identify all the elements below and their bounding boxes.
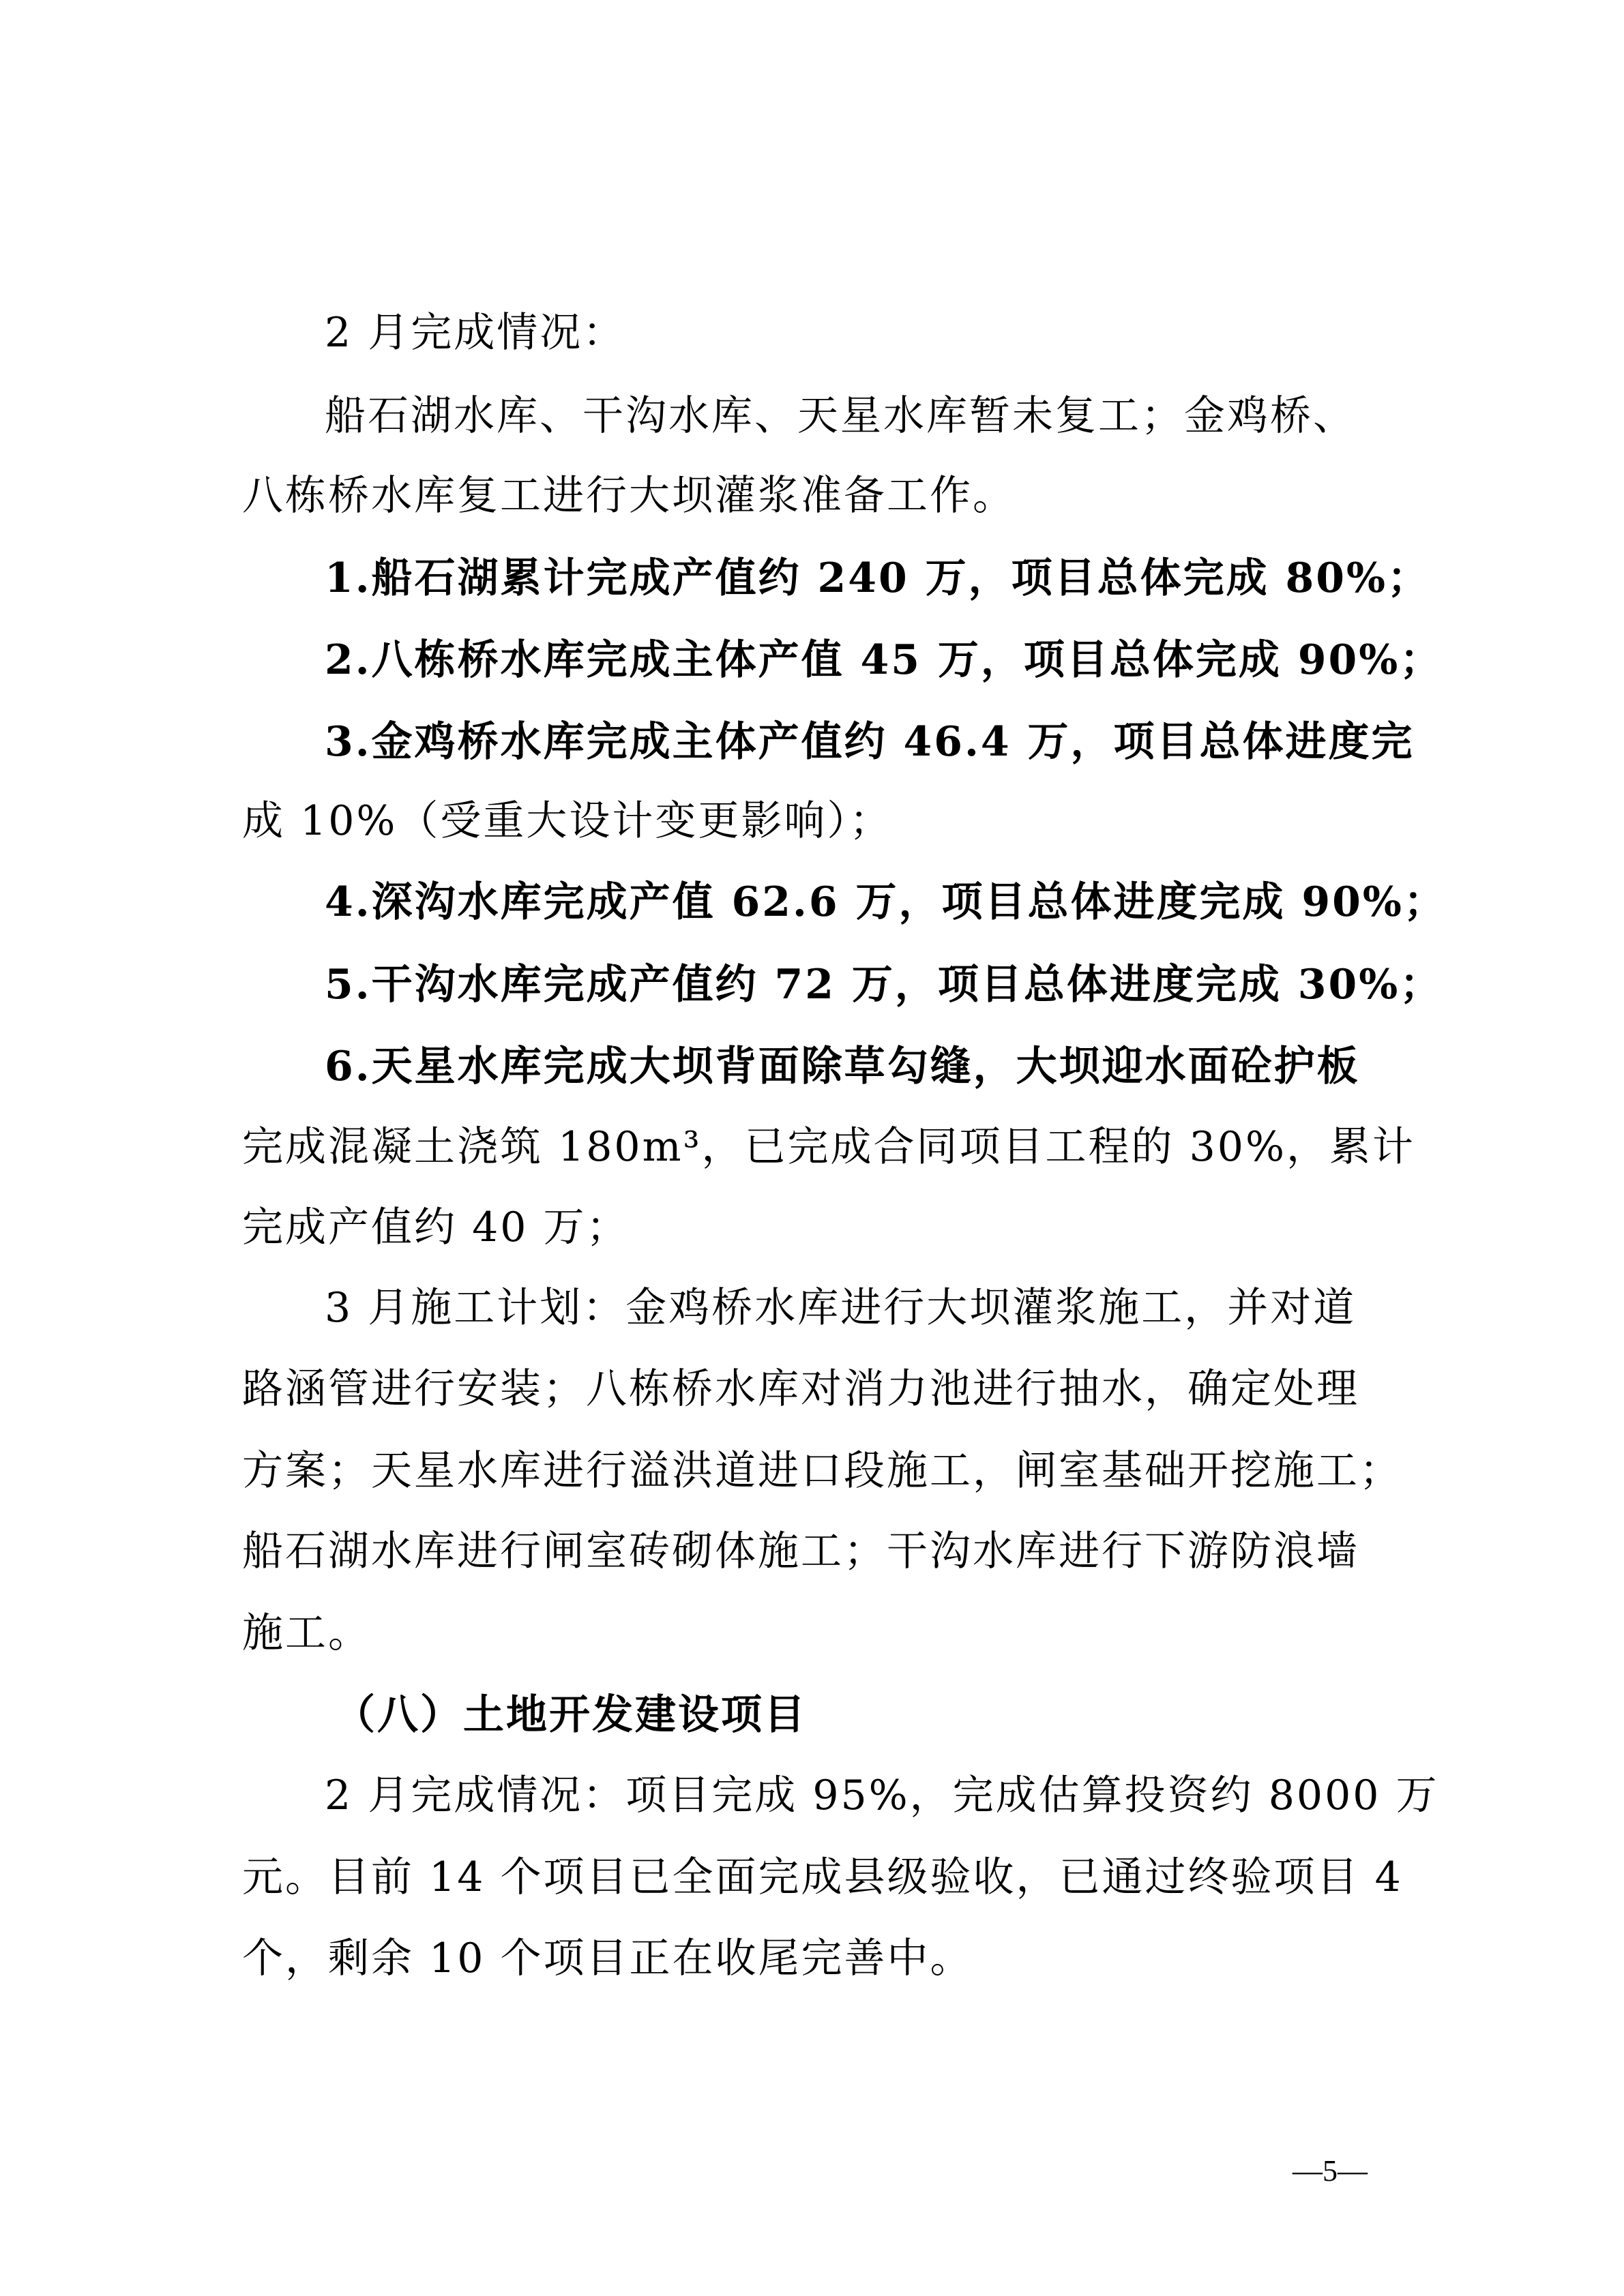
land-paragraph-line-1: 2 月完成情况：项目完成 95%，完成估算投资约 8000 万	[325, 1772, 1439, 1819]
plan-paragraph-line-3: 方案；天星水库进行溢洪道进口段施工，闸室基础开挖施工；	[242, 1447, 1402, 1495]
list-item-5: 5.干沟水库完成产值约 72 万，项目总体进度完成 30%；	[325, 961, 1443, 1009]
plan-paragraph-line-5: 施工。	[242, 1609, 371, 1657]
list-item-6-continued: 完成混凝土浇筑 180m³，已完成合同项目工程的 30%，累计	[242, 1123, 1415, 1171]
list-item-4: 4.深沟水库完成产值 62.6 万，项目总体进度完成 90%；	[325, 878, 1447, 926]
plan-paragraph-line-4: 船石湖水库进行闸室砖砌体施工；干沟水库进行下游防浪墙	[242, 1527, 1359, 1575]
list-item-6: 6.天星水库完成大坝背面除草勾缝，大坝迎水面砼护板	[325, 1043, 1360, 1090]
page-number: —5—	[1293, 2154, 1368, 2188]
paragraph-line-2: 船石湖水库、干沟水库、天星水库暂未复工；金鸡桥、	[325, 392, 1356, 440]
list-item-1: 1.船石湖累计完成产值约 240 万，项目总体完成 80%；	[325, 554, 1431, 602]
section-heading: （八）土地开发建设项目	[334, 1691, 807, 1739]
land-paragraph-line-2: 元。目前 14 个项目已全面完成县级验收，已通过终验项目 4	[242, 1853, 1403, 1901]
plan-paragraph-line-2: 路涵管进行安装；八栋桥水库对消力池进行抽水，确定处理	[242, 1365, 1359, 1413]
list-item-2: 2.八栋桥水库完成主体产值 45 万，项目总体完成 90%；	[325, 636, 1443, 684]
list-item-3-continued: 成 10%（受重大设计变更影响）；	[242, 797, 893, 845]
land-paragraph-line-3: 个，剩余 10 个项目正在收尾完善中。	[242, 1935, 973, 1982]
list-item-3: 3.金鸡桥水库完成主体产值约 46.4 万，项目总体进度完	[325, 718, 1415, 766]
paragraph-line-1: 2 月完成情况：	[325, 309, 626, 357]
list-item-6-continued-2: 完成产值约 40 万；	[242, 1204, 630, 1251]
plan-paragraph-line-1: 3 月施工计划：金鸡桥水库进行大坝灌浆施工，并对道	[325, 1284, 1357, 1332]
paragraph-line-3: 八栋桥水库复工进行大坝灌浆准备工作。	[242, 472, 1016, 520]
